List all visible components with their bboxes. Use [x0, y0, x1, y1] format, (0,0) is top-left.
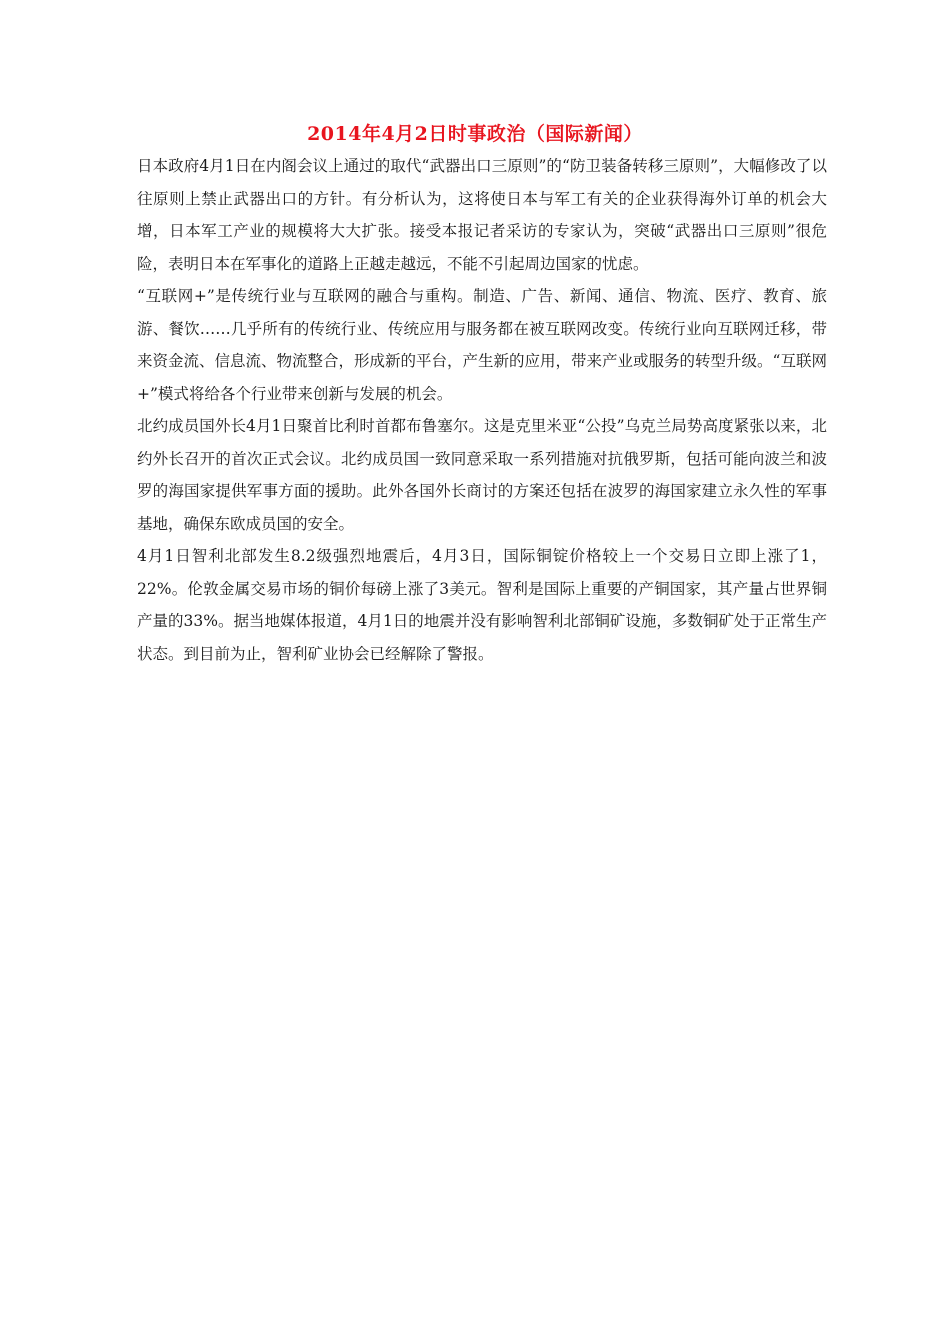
article-body	[137, 150, 827, 670]
paragraph-internet-plus: “互联网+”是传统行业与互联网的融合与重构。制造、广告、新闻、通信、物流、医疗、教育、旅游、餐饮……几乎所有的传统行业、传统应用与服务都在被互联网改变。传统行业向互联网迁移，带来资金流、信息流、物流整合，形成新的平台，产生新的应用，带来产业或服务的转型升级。“互联网+”模式将给各个行业带来创新与发展的机会。	[137, 287, 827, 403]
paragraph-japan-arms-export: 日本政府4月1日在内阁会议上通过的取代“武器出口三原则”的“防卫装备转移三原则”，大幅修改了以往原则上禁止武器出口的方针。有分析认为，这将使日本与军工有关的企业获得海外订单的机会大增，日本军工产业的规模将大大扩张。接受本报记者采访的专家认为，突破“武器出口三原则”很危险，表明日本在军事化的道路上正越走越远，不能不引起周边国家的忧虑。	[137, 157, 827, 273]
paragraph-chile-earthquake: 4月1日智利北部发生8.2级强烈地震后，4月3日，国际铜锭价格较上一个交易日立即上涨了1，22%。伦敦金属交易市场的铜价每磅上涨了3美元。智利是国际上重要的产铜国家，其产量占世界铜产量的33%。据当地媒体报道，4月1日的地震并没有影响智利北部铜矿设施，多数铜矿处于正常生产状态。到目前为止，智利矿业协会已经解除了警报。	[137, 547, 827, 663]
document-title: 2014年4月2日时事政治（国际新闻）	[307, 123, 643, 145]
paragraph-nato-meeting: 北约成员国外长4月1日聚首比利时首都布鲁塞尔。这是克里米亚“公投”乌克兰局势高度紧张以来，北约外长召开的首次正式会议。北约成员国一致同意采取一系列措施对抗俄罗斯，包括可能向波兰和波罗的海国家提供军事方面的援助。此外各国外长商讨的方案还包括在波罗的海国家建立永久性的军事基地，确保东欧成员国的安全。	[137, 417, 827, 533]
